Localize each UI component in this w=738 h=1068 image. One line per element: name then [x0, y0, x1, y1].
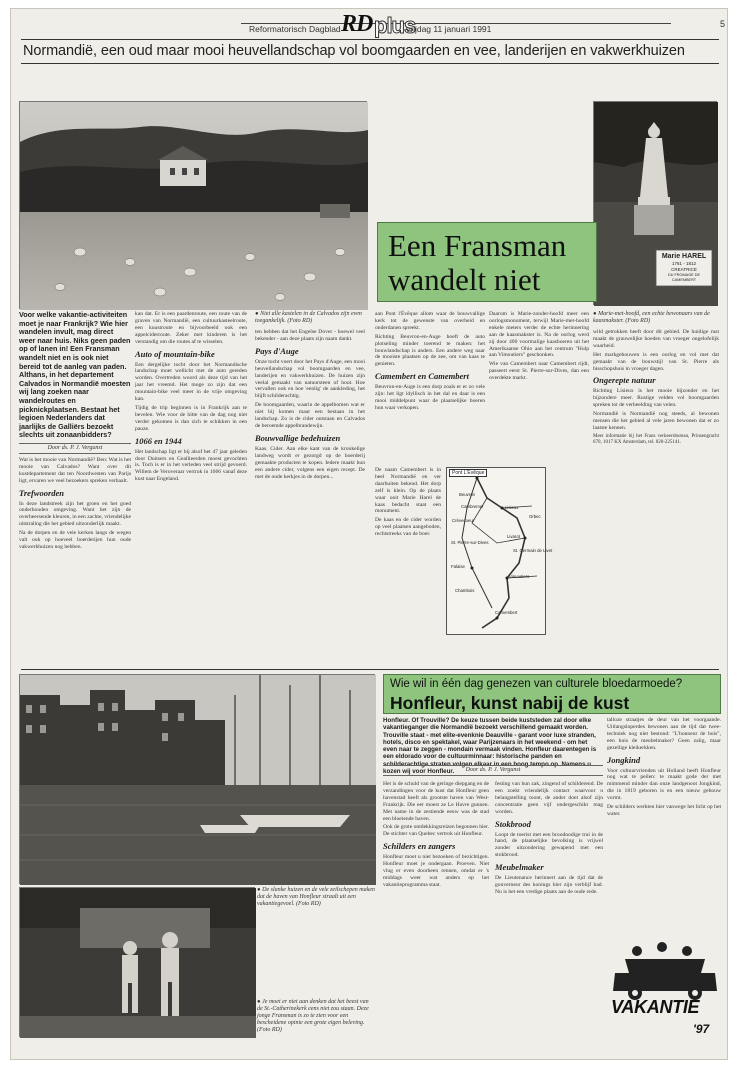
subheading: Bouwvallige bedehuizen — [255, 432, 341, 443]
caption-statue: ● Marie-met-hoofd, een echte bewonaars van de kaasmakster. (Foto RD) — [593, 311, 710, 324]
article2-column-2 — [495, 781, 603, 1051]
subheading: Pays d'Auge — [255, 345, 299, 356]
article1-lead: Voor welke vakantie-activiteiten moet je naar Frankrijk? Wie hier wandelen invult, mag direct weer naar huis. Niks geen paden op of lanen in! Een Fransman wandelt niet en is ook niet bereid tot de aanleg van paden. Althans, in het departement Calvados in Normandië moesten wij lang zoeken naar wandelroutes en picknickplaatsen. Bestaat het legioen Nederlanders dat jaarlijks de Galliërs bezoekt slechts uit zonaanbidders? — [19, 310, 131, 440]
subheading: Meubelmaker — [495, 862, 544, 873]
honfleur-harbour-photo — [19, 674, 375, 884]
map-place: Beuvron — [459, 492, 476, 497]
article2-lead: Honfleur. Of Trouville? De keuze tussen beide kuststeden zal door elke vakantieganger die Normandië bezoekt verschillend gemaakt worden. Trouville staat - met elite-evenknie Deauville - garant voor luxe stranden, hotels, disco en spektakel, waar Parijzenaars in het weekend - om het even naar te zeggen - mondain vermaak vinden. Honfleur daarentegen is een eldorado voor de cultuurminnaar: historische panden en schilderachtige straten volgen elkaar in een boog tempo op. Namens u kozen wij voor Honfleur. — [383, 717, 597, 776]
map-place: Camembert — [495, 610, 518, 615]
article1-column-6 — [593, 311, 719, 666]
logo-rd: RD — [341, 11, 373, 37]
vakantie-year: '97 — [693, 1022, 710, 1036]
article2-byline: Door ds. P. J. Vergunst — [383, 765, 603, 776]
issue-date: vrijdag 11 januari 1991 — [406, 24, 492, 34]
subheading: Auto of mountain-bike — [135, 348, 215, 359]
body-text: De naam Camembert is in heel Normandië en ver daarbuiten bekend. Het dorp zelf is klein. Op de plaats waar ooit Marie Harel de kaas bedacht staat een monument. De kaas en de cider worden op veel plaatsen aangeboden, rechtstreeks van de boer. — [375, 467, 441, 538]
subheading: Jongkind — [607, 754, 641, 765]
article2-column-1 — [383, 781, 489, 1051]
masthead — [11, 9, 729, 39]
page-number: 5 — [719, 19, 725, 29]
children-photo — [19, 887, 255, 1037]
article1-column-4 — [375, 311, 485, 461]
map-place: Crèvecoeur — [452, 518, 475, 523]
divider — [21, 669, 719, 670]
map-place: Chambois — [455, 588, 475, 593]
map-title: Pont L'Évêque — [449, 469, 487, 477]
logo-plus: plus — [374, 13, 416, 38]
caption-harbour: ● De slanke huizen en de vele zeilschepen maken dat de haven van Honfleur straalt uit een vakantiegevoel. (Foto RD) — [257, 887, 375, 907]
subheading: Ongerepte natuur — [593, 375, 656, 386]
map-place: Vimoutiers — [509, 574, 530, 579]
body-text: wild getrokken heeft door dit gebied. De huidige rust maakt de grauwelijke hoeden van vroeger ongelofelijk waarheid. Het markgehouwen is een oorlog en vol met dat gemaakt van de bouwstijl van St. Pierre als bisschopshuis in vroeger dagen. Ongerepte natuur Richting Lisieux is het mooie bijzonder en het bijzondere meer. Rustige velden vol boomgaarden spreken tot de verbeelding van velen. Normandië is Normandië nog steeds, al bewonen mensen die het gebied al vele jaren bewonen dat er zo laatste kennen. Meer informatie bij het Frans verkeersbureau, Prinsengracht 670, 1017 KX Amsterdam, tel. 020-225141. — [593, 329, 719, 445]
map-place: Orbec — [529, 514, 541, 519]
article1-column-3 — [255, 311, 365, 666]
caption-children: ● Je moet er niet aan denken dat het beest van de St.-Catherinekerk eens niet zou staan. Deze jonge Fransman is zo te zien voor een bescheidene opinie een grote eigen beleving. (Foto RD) — [257, 999, 369, 1033]
plaque-line: CREATRICE — [671, 267, 697, 272]
vakantie-text: VAKANTIE — [611, 997, 700, 1017]
plaque-line: DU FROMAGE DE CAMEMBERT — [667, 273, 701, 282]
body-text: festing van hun zak, zingend of schilderend. De een zoekt vriendelijk contact waarvoor u belangstelling toont, de ander doet alsof zijn concentratie geen vijf ondergeschikt mag worden. Stokbrood Loopt de toerist met een broodnodige trui in de hand, de plaatselijke bevolking is vrijwel zonder uitzondering gewapend met een stokbrood. Meubelmaker De Lieutenance herinnert aan de tijd dat de gouverneur des konings hier zijn verblijf had. Nu is het een vredige plaats aan de oude rede. — [495, 781, 603, 895]
divider — [21, 39, 719, 40]
page-headline: Normandië, een oud maar mooi heuvellandschap vol boomgaarden en vee, landerijen en vakwerkhuizen — [23, 43, 685, 59]
body-text: ten hebben dat het Engelse Dover - hoewel veel bekender - aan deze plaats zijn naam dankt. Pays d'Auge Onze tocht voert door het Pays d'Auge, een mooi heuvellandschap vol boomgaarden en vee, landerijen en vakwerkhuizen. De huizen zijn veelal gemaakt van natuursteen of hout. Hoe vervallen ook en hoe 'eenlig' de aankleding, het blijft schilderachtig. De boomgaarden, waarin de appelbomen wat er niet bij komen maar een bestaan in het landschap. Zo is de cider ontstaan en Calvados de beroemde appelbrandewijn. Bouwvallige bedehuizen Kaas. Cider. Aan elke kant van de kronkelige landweg wordt er gezorgd op de boerderij gemaakte producten te kopen. Iedere maakt hun een andere cider, volgens een eigen recept. De met de oude kerkjes in de dorpen... — [255, 329, 365, 480]
map-place: Lisieux — [505, 505, 519, 510]
map-place: St. Germain de Livet — [513, 548, 553, 553]
article2-title: Honfleur, kunst nabij de kust — [390, 693, 630, 713]
article1-column-5 — [489, 311, 589, 461]
statue-plaque — [657, 252, 711, 283]
map-place: Cambremer — [461, 504, 484, 509]
subheading: Stokbrood — [495, 818, 531, 829]
chateau-landscape-photo — [19, 101, 367, 309]
article2-column-3 — [607, 717, 721, 939]
article2-question: Wie wil in één dag genezen van culturele bloedarmoede? — [390, 678, 683, 690]
article1-title-box — [377, 222, 597, 302]
newspaper-page — [10, 8, 728, 1060]
body-text: aan Pont l'Évêque allom waar de bouwvallige kerk tot de gewenste van overheid en onderdanen spreekt. Richting Beuvron-en-Auge hoeft de auto plotseling minder toerend te maken: het bouwlandschap is anders. Een andere weg naar de mooiste plaatsen op de zee, om van kaas te genieten. Camembert en Camembert Beuvron-en-Auge is een dorp zoals er er zo vele zijn: het ligt idyllisch in het dal en daar is een mooi middelpunt waar de plaatselijke boeren hun waar verkopen. — [375, 311, 485, 411]
body-text: Het is de schuld van de geringe diepgang en de verzandingen voor de kust dat Honfleur geen havenstad heeft als grootste haven van West-Frankrijk. Die eer moest ze Le Havre gunnen. Met name in de zestiende eeuw was de stad een bloeiende haven. Ook de grote ontdekkingsreizen begonnen hier. De stichter van Quebec vertrok uit Honfleur. Schilders en zangers Honfleur moet u niet bezoeken of bezichtigen. Honfleur moet je ondergaan. Proeven. Niet vlug er even doorheen rennen, omdat er 's middags weer wat anders op het vakantieprogramma staat. — [383, 781, 489, 888]
article1-column-1 — [19, 311, 131, 666]
divider — [21, 63, 719, 64]
body-text: Wat is het mooie van Normandië? Ben: Wat is het mooie van Calvados? Want over dit kustdepartement dat ten Noordwesten van Parijs ligt, ervaren we veel bezoekers spreken verhaalt. Trefwoorden In deze landstreek zijn het groen en het goed onderhouden omgeving. Want het zijn de overheersende kleuren, in een zachte, vriendelijke uitstraling die het gebied uitzonderlijk maakt. Na de dorpen en de vele kerken langs de wegen valt ook op hoeveel boerderijen hun oude vakwerkhuizen nog hebben. — [19, 456, 131, 550]
map-place: Falaise — [451, 564, 465, 569]
map-place: St. Pierre-sur-Dives — [451, 540, 489, 545]
article2-title-banner — [383, 674, 721, 714]
body-text: Daarom is Marie-zonder-hoofd meer een oorlogsmonument, terwijl Marie-met-hoofd enkele meters verder de echte herinnering aan de kaasmakster is. Na de oorlog werd zij door 400 voormalige kaasboeren uit het Amerikaanse Ohio aan het centrum "Hulp aan Vimoutiers" geschonken. Wie van Camembert naar Camembert rijdt, passeert eerst St. Pierre-sur-Dives, dan een overdekte markt. — [489, 311, 589, 382]
caption-chateau: ● Niet alle kastelen in de Calvados zijn even toegankelijk. (Foto RD) — [255, 311, 362, 324]
article1-column-2 — [135, 311, 247, 666]
subheading: Camembert en Camembert — [375, 371, 469, 382]
marie-harel-statue-photo — [593, 101, 717, 305]
article1-title: Een Fransman wandelt niet — [388, 228, 567, 297]
subheading: Trefwoorden — [19, 487, 65, 498]
plaque-name: Marie HAREL — [661, 253, 707, 260]
body-text: talloze straatjes de deur van het voorgaande. Uitlangsloperdes bewonen aan de tijd dat twee-techniek nog niet bestond: "L'honneur de bois", een huis de meubelmaker? Geen zalig, maar gezellige kleikerkken. Jongkind Voor cultuurvrienden uit Holland heeft Honfleur nog wat te peilen: te maakt gode der met mimmend minder dan onze landgenoot Jongkind, die in 1819 geboren is en een nieuw gebouw vormt. De schilders werkten hier vanwege het licht op het water. — [607, 717, 721, 817]
vakantie-97-logo — [607, 937, 723, 1047]
plaque-years: 1761 - 1812 — [671, 261, 697, 266]
article2-byline-block — [383, 765, 603, 779]
subheading: 1066 en 1944 — [135, 435, 182, 446]
article1-byline: Door ds. P. J. Vergunst — [19, 443, 131, 454]
newspaper-name: Reformatorisch Dagblad — [249, 24, 341, 34]
article1-column-4b — [375, 467, 441, 667]
address-note: Meer informatie bij het Frans verkeersbureau, Prinsengracht 670, 1017 KX Amsterdam, tel. 020-225141. — [593, 433, 719, 445]
subheading: Schilders en zangers — [383, 841, 456, 852]
region-map — [446, 467, 553, 635]
map-place: Livarot — [507, 534, 520, 539]
body-text: kan dat. Er is een paardenroute, een route van de graven van Normandië, een cultuurkasteelroute, een kuustroute en bijvoorbeeld ook een appelciderroute. Zeker met kinderen is het verstandig om die routes af te wisselen. Auto of mountain-bike Een dergelijke tocht door het Normandische landschap moet wellicht met de auto gereden worden. Overtreden woord als deze tijd van het jaar het vreemd. Het moge zo zijn dat een mountain-bike veel meer in de vrije omgeving kan. Tijdig de trip beginnen is in Frankrijk aan te bevelen. Wie voor de hitte van de dag nog niet verder gekomen is dan zich te schikken in een pauze. 1066 en 1944 Het landschap ligt er bij alsof het 47 jaar geleden door Duitsers en Geallieerden moest gevochten is. Toch is er in het verleden veel strijd gevoerd. Willem de Veroveraar vertrok in 1066 vanaf deze kust naar Engeland. — [135, 311, 247, 483]
